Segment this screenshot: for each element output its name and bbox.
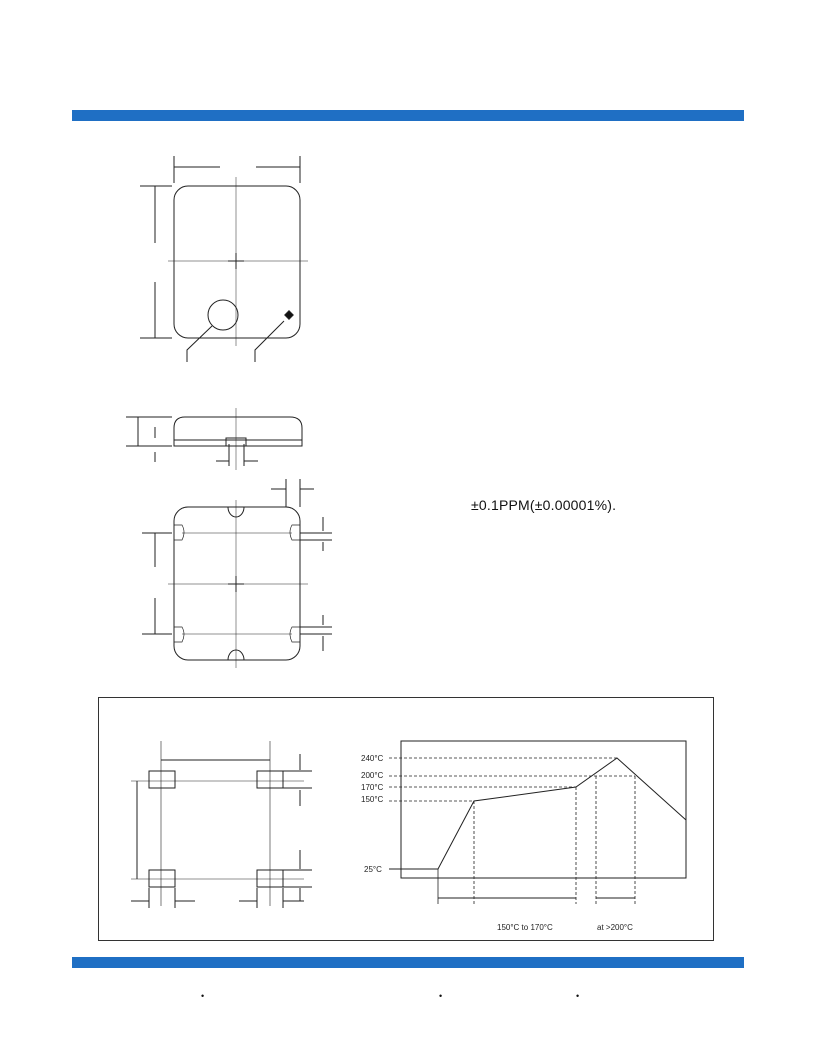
peak-zone-label: at >200°C — [597, 923, 633, 932]
footer-bar — [72, 957, 744, 968]
top-view — [140, 156, 308, 362]
footer-bullet: • — [439, 991, 443, 1001]
temp-label-200: 200°C — [361, 771, 384, 780]
footer-bullet: • — [201, 991, 205, 1001]
temp-label-170: 170°C — [361, 783, 384, 792]
reflow-profile-graph — [99, 698, 715, 942]
temp-label-240: 240°C — [361, 754, 384, 763]
land-pattern-and-reflow-box — [98, 697, 714, 941]
stability-spec: ±0.1PPM(±0.00001%). — [471, 497, 617, 513]
bottom-view — [142, 479, 332, 668]
soak-zone-label: 150°C to 170°C — [497, 923, 553, 932]
temp-label-150: 150°C — [361, 795, 384, 804]
side-view — [126, 408, 302, 470]
footer-bullet: • — [576, 991, 580, 1001]
temp-label-25: 25°C — [364, 865, 382, 874]
